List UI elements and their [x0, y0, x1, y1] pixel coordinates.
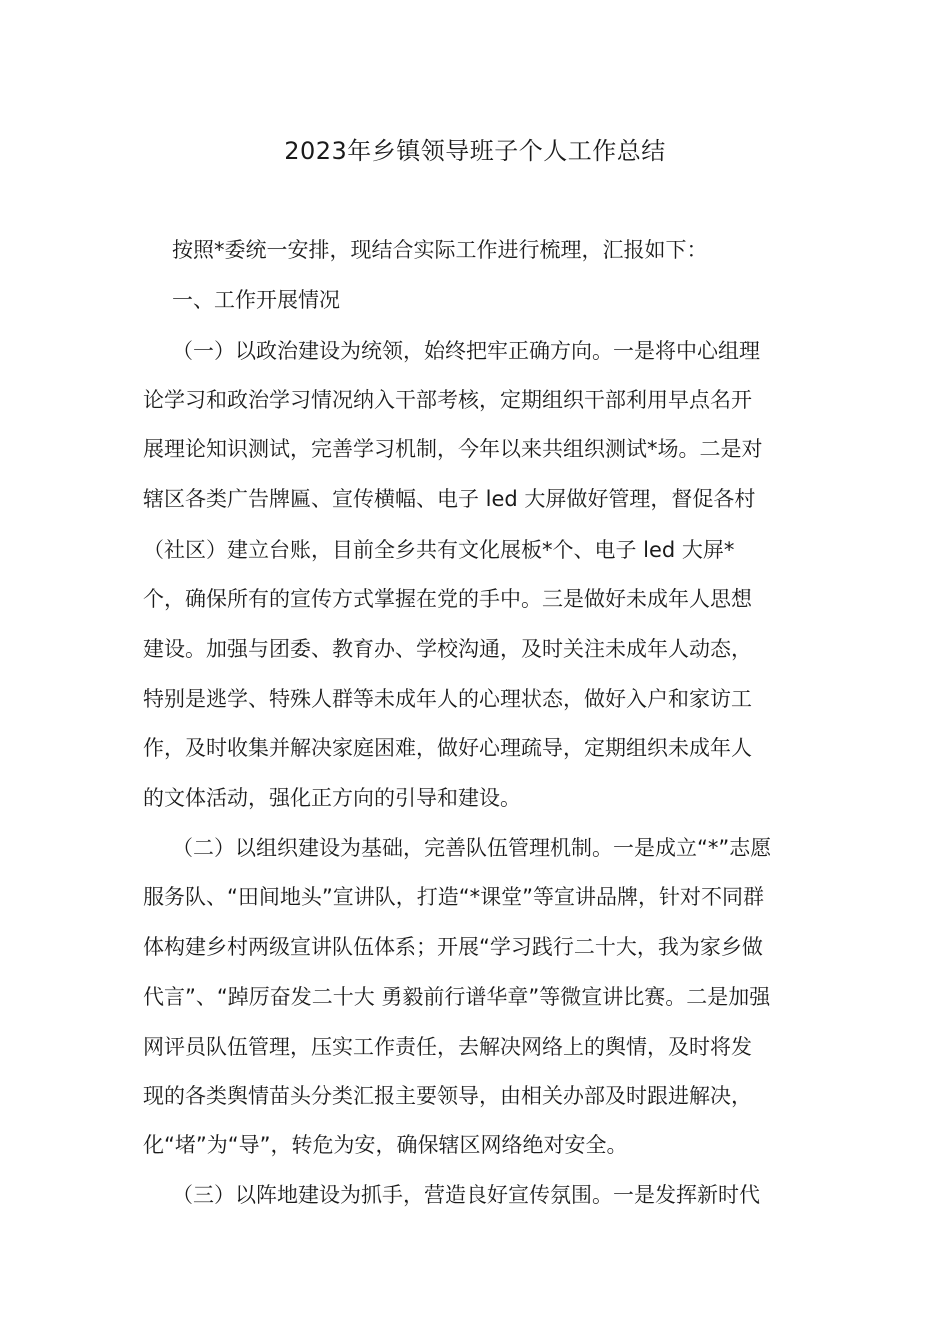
paragraph-2-line-7: 化“堵”为“导”，转危为安，确保辖区网络绝对安全。	[143, 1133, 628, 1157]
paragraph-2-line-3: 体构建乡村两级宣讲队伍体系；开展“学习践行二十大，我为家乡做	[143, 935, 763, 959]
intro-line: 按照*委统一安排，现结合实际工作进行梳理，汇报如下：	[172, 238, 708, 262]
paragraph-1-line-10: 的文体活动，强化正方向的引导和建设。	[143, 786, 521, 810]
paragraph-1-line-9: 作，及时收集并解决家庭困难，做好心理疏导，定期组织未成年人	[143, 736, 752, 760]
paragraph-1-line-5: （社区）建立台账，目前全乡共有文化展板*个、电子 led 大屏*	[143, 538, 735, 562]
paragraph-2-line-5: 网评员队伍管理，压实工作责任，去解决网络上的舆情，及时将发	[143, 1035, 752, 1059]
section-heading: 一、工作开展情况	[172, 288, 340, 312]
paragraph-3-line-1: （三）以阵地建设为抓手，营造良好宣传氛围。一是发挥新时代	[172, 1183, 760, 1207]
paragraph-1-line-3: 展理论知识测试，完善学习机制，今年以来共组织测试*场。二是对	[143, 437, 763, 461]
paragraph-1-line-6: 个，确保所有的宣传方式掌握在党的手中。三是做好未成年人思想	[143, 587, 752, 611]
paragraph-2-line-1: （二）以组织建设为基础，完善队伍管理机制。一是成立“*”志愿	[172, 836, 772, 860]
paragraph-2-line-4: 代言”、“踔厉奋发二十大 勇毅前行谱华章”等微宣讲比赛。二是加强	[143, 985, 771, 1009]
document-title: 2023年乡镇领导班子个人工作总结	[284, 137, 666, 165]
paragraph-1-line-4: 辖区各类广告牌匾、宣传横幅、电子 led 大屏做好管理，督促各村	[143, 487, 756, 511]
paragraph-2-line-2: 服务队、“田间地头”宣讲队，打造“*课堂”等宣讲品牌，针对不同群	[143, 885, 765, 909]
paragraph-1-line-7: 建设。加强与团委、教育办、学校沟通，及时关注未成年人动态，	[143, 637, 752, 661]
paragraph-1-line-1: （一）以政治建设为统领，始终把牢正确方向。一是将中心组理	[172, 339, 760, 363]
paragraph-2-line-6: 现的各类舆情苗头分类汇报主要领导，由相关办部及时跟进解决，	[143, 1084, 752, 1108]
paragraph-1-line-2: 论学习和政治学习情况纳入干部考核，定期组织干部利用早点名开	[143, 388, 752, 412]
paragraph-1-line-8: 特别是逃学、特殊人群等未成年人的心理状态，做好入户和家访工	[143, 687, 752, 711]
